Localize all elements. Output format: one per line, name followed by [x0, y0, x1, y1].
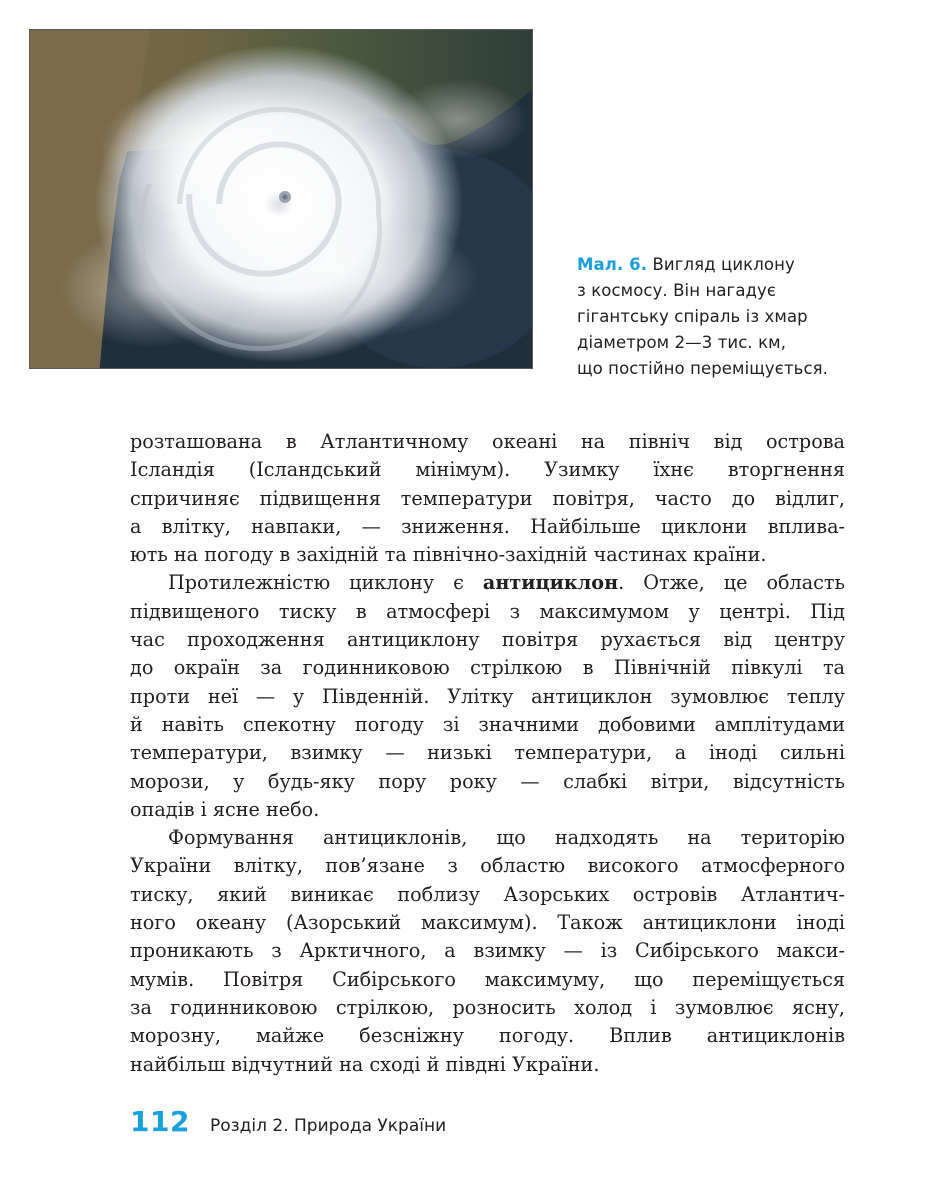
text-line: до окраїн за годинниковою стрілкою в Північній півкулі та: [130, 656, 845, 680]
text-line: Ісландія (Ісландський мінімум). Узимку їхнє вторгнення: [130, 458, 845, 482]
text-line: за годинниковою стрілкою, розносить холод і зумовлює ясну,: [130, 995, 845, 1019]
caption-line-2: з космосу. Він нагадує: [577, 281, 777, 300]
text-line: спричиняє підвищення температури повітря, часто до відлиг,: [130, 486, 845, 510]
text-line: тиску, який виникає поблизу Азорських островів Атлантич-: [130, 882, 845, 906]
caption-line-4: діаметром 2—3 тис. км,: [577, 333, 787, 352]
caption-line-1: [577, 252, 867, 278]
paragraph-3: [130, 824, 845, 1079]
text-line: проникають з Арктичного, а взимку — із Сибірського макси-: [130, 939, 845, 963]
main-text: [130, 428, 845, 1079]
text-line: найбільш відчутний на сході й півдні України.: [130, 1052, 600, 1076]
text-line: підвищеного тиску в атмосфері з максимумом у центрі. Під: [130, 599, 845, 623]
cyclone-satellite-image: [29, 29, 533, 369]
page-number: 112: [130, 1105, 190, 1138]
text-line: ють на погоду в західній та північно-західній частинах країни.: [130, 543, 767, 567]
chapter-title: Розділ 2. Природа України: [209, 1116, 447, 1136]
caption-label: Мал. 6.: [577, 255, 648, 274]
caption-line-5: що постійно переміщується.: [577, 359, 829, 378]
page-footer: [130, 1105, 446, 1145]
paragraph-2-prefix: Протилежністю циклону є: [168, 571, 483, 595]
paragraph-2: [130, 569, 845, 824]
text-line: ного океану (Азорський максимум). Також антициклони іноді: [130, 911, 845, 935]
caption-text-1: Вигляд циклону: [652, 255, 795, 274]
figure-caption: [577, 252, 867, 382]
text-line: а влітку, навпаки, — зниження. Найбільше циклони вплива-: [130, 514, 845, 538]
text-line: морози, у будь-яку пору року — слабкі вітри, відсутність: [130, 769, 845, 793]
text-line: [130, 569, 845, 597]
term-anticyclone: антициклон: [482, 571, 619, 595]
paragraph-2-suffix: . Отже, це область: [618, 571, 845, 595]
text-line: розташована в Атлантичному океані на північ від острова: [130, 430, 845, 453]
text-line: опадів і ясне небо.: [130, 797, 320, 821]
text-line: морозну, майже безсніжну погоду. Вплив антициклонів: [130, 1024, 845, 1048]
text-line: України влітку, пов’язане з областю високого атмосферного: [130, 854, 845, 878]
text-line: температури, взимку — низькі температури, а іноді сильні: [130, 741, 845, 765]
text-line: проти неї — у Південній. Улітку антициклон зумовлює теплу: [130, 684, 845, 708]
caption-line-3: гігантську спіраль із хмар: [577, 307, 808, 326]
text-line: Формування антициклонів, що надходять на територію: [168, 826, 845, 850]
text-line: й навіть спекотну погоду зі значними добовими амплітудами: [130, 712, 845, 736]
cyclone-satellite-photo: [30, 30, 532, 368]
text-line: мумів. Повітря Сибірського максимуму, що переміщується: [130, 967, 845, 991]
paragraph-1: [130, 428, 845, 569]
text-line: час проходження антициклону повітря рухається від центру: [130, 628, 845, 652]
